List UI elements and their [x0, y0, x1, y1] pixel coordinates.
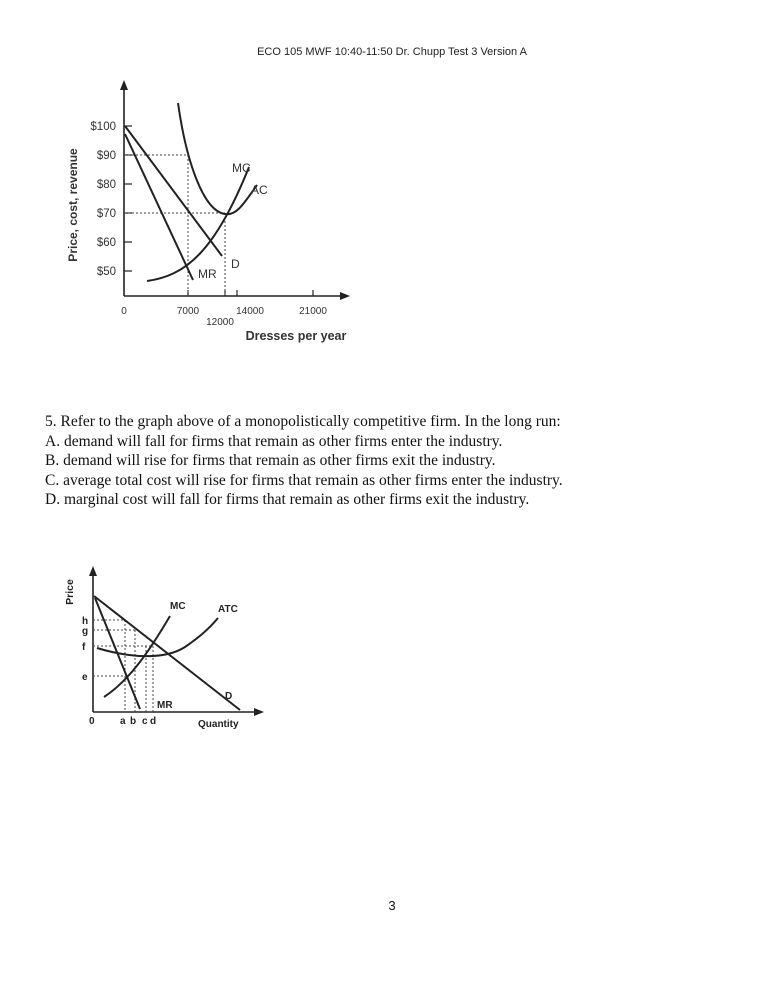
graph-2-x-tick: b — [130, 716, 137, 727]
graph-2-mr-label: MR — [157, 700, 173, 711]
option-b: B. demand will rise for firms that remain as other firms exit the industry. — [45, 452, 496, 469]
graph-1-y-tick: $90 — [96, 150, 116, 162]
graph-2-mc-label: MC — [170, 601, 186, 612]
question-stem: 5. Refer to the graph above of a monopolistically competitive firm. In the long run: — [45, 413, 561, 430]
option-c: C. average total cost will rise for firms that remain as other firms enter the industry. — [45, 471, 563, 489]
graph-2-x-arrow — [254, 708, 264, 716]
graph-1-y-tick: $50 — [96, 266, 116, 278]
graph-1-y-tick: $100 — [90, 121, 116, 133]
graph-1-y-tick: $80 — [96, 179, 116, 191]
graph-2-x-tick: d — [150, 716, 157, 727]
graph-1-mc-label: MC — [232, 161, 251, 175]
graph-1-x-tick: 7000 — [176, 306, 200, 317]
graph-1-x-tick: 14000 — [236, 306, 264, 317]
option-d: D. marginal cost will fall for firms that remain as other firms exit the industry. — [45, 491, 530, 508]
graph-2-y-tick: g — [82, 626, 89, 637]
graph-2-y-tick: h — [82, 616, 89, 627]
graph-2-d-label: D — [225, 691, 233, 702]
graph-1-mr-label: MR — [198, 267, 217, 281]
page-number: 3 — [388, 898, 396, 913]
graph-2-x-tick: c — [142, 716, 148, 727]
graph-1-d-label: D — [231, 257, 240, 271]
graph-1-origin: 0 — [121, 306, 127, 317]
graph-1-y-tick: $60 — [96, 237, 116, 249]
option-a: A. demand will fall for firms that remain as other firms enter the industry. — [45, 432, 503, 450]
page-header: ECO 105 MWF 10:40-11:50 Dr. Chupp Test 3 Version A — [257, 46, 527, 58]
graph-1-ac-label: AC — [251, 183, 268, 197]
graph-2-y-tick: e — [82, 672, 88, 683]
graph-2-y-arrow — [89, 566, 97, 576]
graph-2-x-label: Quantity — [198, 719, 239, 730]
graph-2-atc-label: ATC — [218, 604, 238, 615]
graph-1-y-label: Price, cost, revenue — [66, 148, 80, 262]
graph-1-x-tick: 21000 — [299, 306, 327, 317]
graph-2-x-tick: a — [120, 716, 126, 727]
graph-2-y-label: Price — [64, 579, 76, 605]
graph-2-y-tick: f — [82, 642, 86, 653]
graph-1-y-tick: $70 — [96, 208, 116, 220]
graph-1-x-tick: 12000 — [206, 317, 234, 328]
graph-1-x-label: Dresses per year — [245, 329, 347, 343]
graph-2-origin: 0 — [89, 716, 95, 727]
